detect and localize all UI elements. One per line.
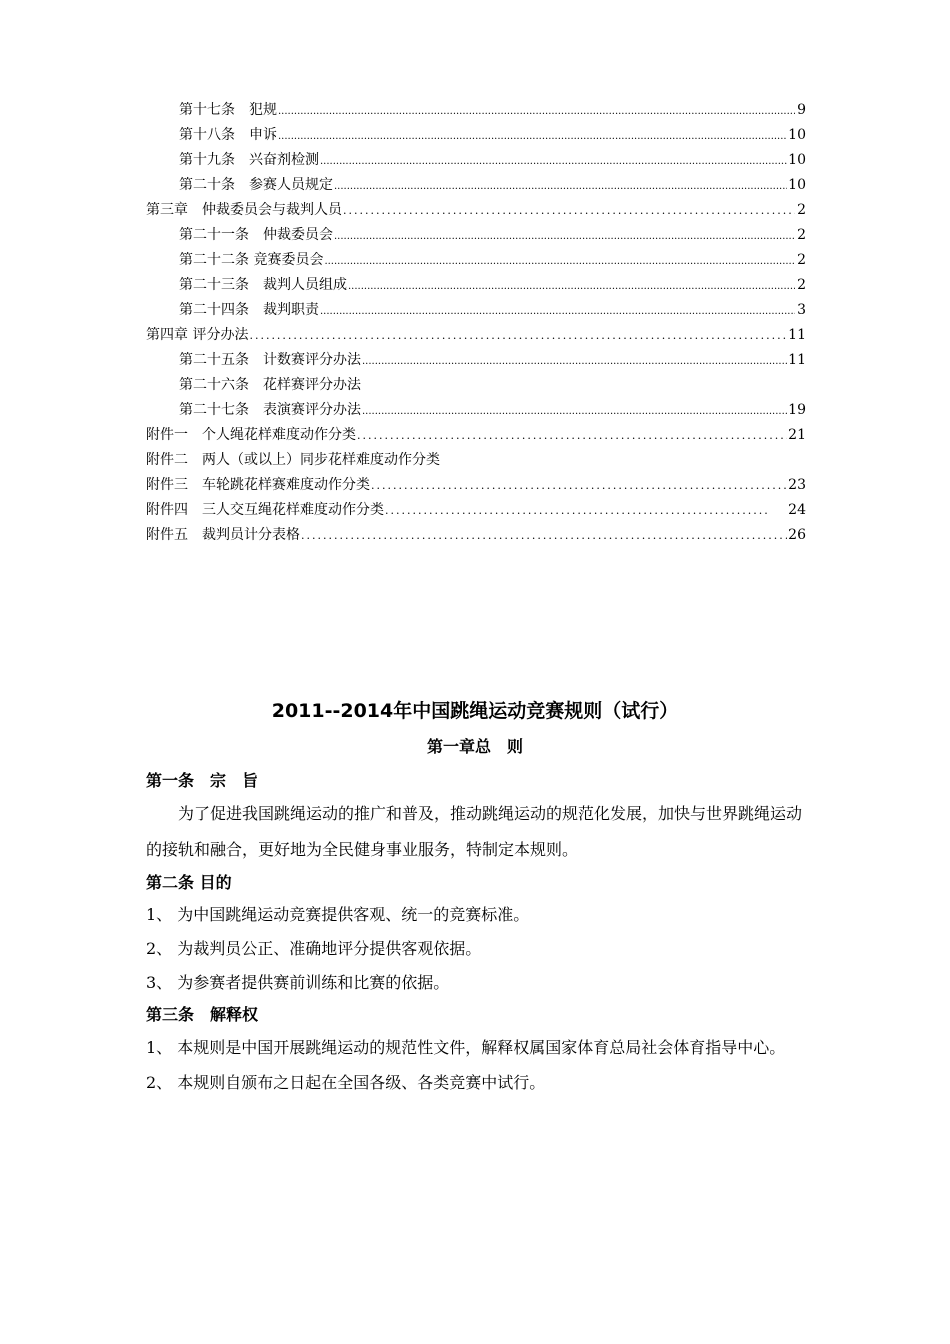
- toc-entry[interactable]: [146, 173, 806, 198]
- toc-entry-page: 21: [788, 427, 806, 443]
- toc-dot-leader: [320, 299, 795, 324]
- toc-entry-page: 2: [797, 277, 806, 293]
- toc-dot-leader: [334, 224, 795, 249]
- toc-entry-page: 3: [797, 302, 806, 318]
- toc-dot-leader: [362, 349, 787, 374]
- toc-dot-leader: [343, 198, 795, 223]
- toc-entry-appendix[interactable]: [146, 473, 806, 498]
- toc-dot-leader: [334, 174, 787, 199]
- document-title: 2011--2014年中国跳绳运动竞赛规则（试行）: [271, 700, 679, 722]
- toc-entry-label: 第二十六条 花样赛评分办法: [179, 377, 361, 393]
- toc-entry-page: 11: [788, 327, 806, 343]
- toc-entry-label: 第二十三条 裁判人员组成: [179, 277, 347, 293]
- toc-entry-page: 11: [788, 352, 806, 368]
- toc-dot-leader: [385, 498, 767, 523]
- toc-entry-label: 第十八条 申诉: [179, 127, 277, 143]
- toc-dot-leader: [357, 423, 787, 448]
- toc-entry[interactable]: [146, 248, 806, 273]
- toc-dot-leader: [301, 523, 787, 548]
- toc-dot-leader: [249, 323, 787, 348]
- toc-entry[interactable]: [146, 398, 806, 423]
- article-heading: 第三条 解释权: [146, 1005, 259, 1024]
- toc-dot-leader: [320, 149, 787, 174]
- table-of-contents: [146, 98, 806, 548]
- toc-entry-label: 附件一 个人绳花样难度动作分类: [146, 427, 356, 443]
- toc-entry[interactable]: [146, 348, 806, 373]
- toc-entry-chapter[interactable]: [146, 323, 806, 348]
- list-item: 1、 为中国跳绳运动竞赛提供客观、统一的竞赛标准。: [146, 905, 530, 924]
- toc-entry-page: 26: [788, 527, 806, 543]
- toc-entry-appendix[interactable]: [146, 423, 806, 448]
- toc-entry-label: 附件三 车轮跳花样赛难度动作分类: [146, 477, 370, 493]
- toc-entry-label: 第四章 评分办法: [146, 327, 249, 343]
- toc-entry-label: 附件四 三人交互绳花样难度动作分类: [146, 502, 384, 518]
- toc-entry[interactable]: [146, 298, 806, 323]
- toc-dot-leader: [278, 99, 795, 124]
- toc-entry-chapter[interactable]: [146, 198, 806, 223]
- toc-entry-label: 第二十一条 仲裁委员会: [179, 227, 333, 243]
- article-paragraph: 为了促进我国跳绳运动的推广和普及，推动跳绳运动的规范化发展，加快与世界跳绳运动的接轨和融合，更好地为全民健身事业服务，特制定本规则。: [146, 804, 803, 859]
- toc-entry[interactable]: [146, 223, 806, 248]
- toc-entry-label: 附件五 裁判员计分表格: [146, 527, 300, 543]
- toc-dot-leader: [278, 124, 787, 149]
- toc-entry-label: 第二十五条 计数赛评分办法: [179, 352, 361, 368]
- toc-entry-page: 2: [797, 202, 806, 218]
- toc-entry-page: 9: [797, 102, 806, 118]
- list-item: 1、 本规则是中国开展跳绳运动的规范性文件，解释权属国家体育总局社会体育指导中心。: [146, 1038, 786, 1057]
- toc-entry[interactable]: [146, 273, 806, 298]
- toc-entry-page: 2: [797, 252, 806, 268]
- toc-entry-label: 第十九条 兴奋剂检测: [179, 152, 319, 168]
- toc-entry-page: 24: [788, 502, 806, 518]
- toc-entry-page: 10: [788, 177, 806, 193]
- toc-dot-leader: [348, 274, 795, 299]
- toc-entry-page: 10: [788, 152, 806, 168]
- toc-entry-label: 第十七条 犯规: [179, 102, 277, 118]
- toc-dot-leader: [371, 473, 787, 498]
- toc-entry-page: 19: [788, 402, 806, 418]
- toc-entry[interactable]: [146, 98, 806, 123]
- toc-entry-label: 附件二 两人（或以上）同步花样难度动作分类: [146, 452, 440, 468]
- list-item: 2、 本规则自颁布之日起在全国各级、各类竞赛中试行。: [146, 1073, 546, 1092]
- list-item: 3、 为参赛者提供赛前训练和比赛的依据。: [146, 973, 450, 992]
- chapter-title: 第一章总 则: [426, 737, 523, 756]
- toc-dot-leader: [362, 399, 787, 424]
- toc-entry-label: 第三章 仲裁委员会与裁判人员: [146, 202, 342, 218]
- toc-entry[interactable]: [146, 373, 806, 398]
- toc-dot-leader: [324, 249, 795, 274]
- article-heading: 第一条 宗 旨: [146, 771, 259, 790]
- toc-entry-label: 第二十四条 裁判职责: [179, 302, 319, 318]
- toc-entry-label: 第二十条 参赛人员规定: [179, 177, 333, 193]
- toc-entry-page: 2: [797, 227, 806, 243]
- toc-entry-label: 第二十二条 竞赛委员会: [179, 252, 324, 268]
- document-body: [146, 766, 808, 1100]
- list-item: 2、 为裁判员公正、准确地评分提供客观依据。: [146, 939, 482, 958]
- toc-entry[interactable]: [146, 123, 806, 148]
- toc-entry-page: 10: [788, 127, 806, 143]
- toc-entry-page: 23: [788, 477, 806, 493]
- toc-entry-appendix[interactable]: [146, 523, 806, 548]
- toc-entry-label: 第二十七条 表演赛评分办法: [179, 402, 361, 418]
- toc-entry[interactable]: [146, 148, 806, 173]
- toc-entry-appendix[interactable]: [146, 448, 806, 473]
- article-heading: 第二条 目的: [146, 873, 232, 892]
- toc-entry-appendix[interactable]: [146, 498, 806, 523]
